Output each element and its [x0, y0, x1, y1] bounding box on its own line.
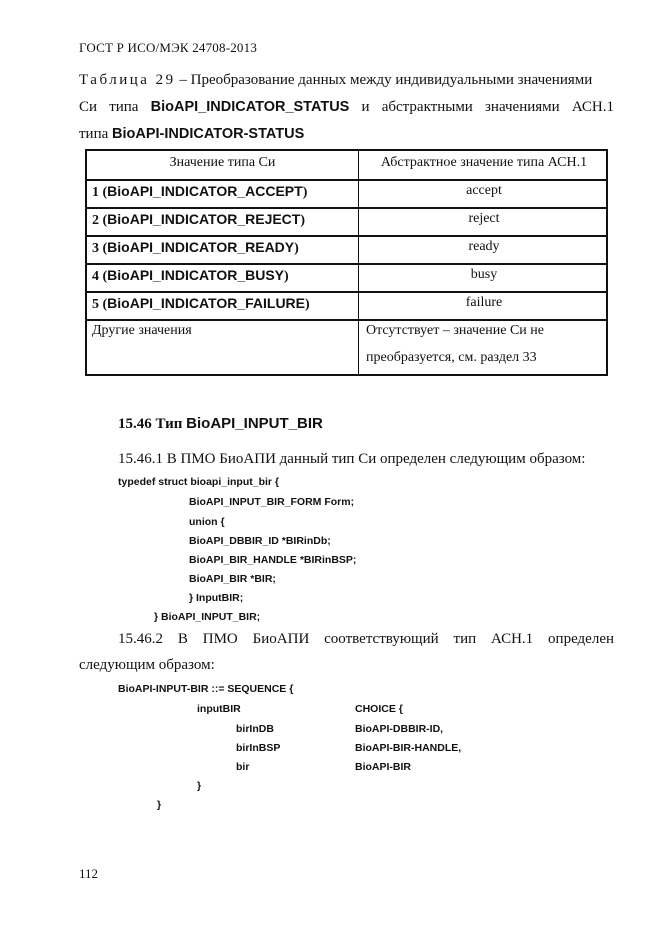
- row-divider: [87, 179, 606, 181]
- table-caption-text-2: Си типа: [79, 99, 139, 115]
- code-line: BioAPI-BIR: [355, 761, 411, 773]
- table-header-c: Значение типа Си: [169, 155, 276, 170]
- code-line: BioAPI_BIR *BIR;: [189, 573, 276, 585]
- table-row: 3 (BioAPI_INDICATOR_READY): [92, 239, 299, 256]
- code-line: inputBIR: [197, 703, 241, 715]
- table-row: 4 (BioAPI_INDICATOR_BUSY): [92, 267, 289, 284]
- mapping-table: [85, 149, 608, 376]
- table-row: 2 (BioAPI_INDICATOR_REJECT): [92, 211, 306, 228]
- table-cell-value: failure: [465, 295, 503, 310]
- table-caption-line-2: [79, 97, 614, 117]
- table-cell-value: reject: [468, 211, 500, 226]
- code-line: } InputBIR;: [189, 592, 244, 604]
- code-line: typedef struct bioapi_input_bir {: [118, 476, 280, 488]
- row-divider: [87, 319, 606, 321]
- code-line: bir: [236, 761, 250, 773]
- row-divider: [87, 235, 606, 237]
- table-cell-other: Другие значения: [92, 323, 192, 338]
- table-row: 1 (BioAPI_INDICATOR_ACCEPT): [92, 183, 308, 200]
- table-row: 5 (BioAPI_INDICATOR_FAILURE): [92, 295, 310, 312]
- code-line: BioAPI_INPUT_BIR_FORM Form;: [189, 496, 355, 508]
- table-cell-value: ready: [468, 239, 500, 254]
- table-caption-prefix: Таблица 29: [79, 72, 176, 88]
- table-caption-text-4: типа: [79, 126, 109, 142]
- table-cell-other-value-2: преобразуется, см. раздел 33: [366, 350, 537, 365]
- table-caption-line-1: [79, 70, 614, 90]
- code-line: }: [157, 799, 162, 811]
- type-name: BioAPI_INDICATOR_STATUS: [150, 99, 350, 115]
- paragraph-c-definition: 15.46.1 В ПМО БиоАПИ данный тип Си определен следующим образом:: [118, 451, 586, 467]
- code-line: BioAPI-INPUT-BIR ::= SEQUENCE {: [118, 683, 294, 695]
- code-line: }: [197, 780, 202, 792]
- paragraph-asn-definition-1: 15.46.2 В ПМО БиоАПИ соответствующий тип АСН.1 определен: [118, 631, 614, 647]
- document-header: ГОСТ Р ИСО/МЭК 24708-2013: [79, 40, 258, 55]
- code-line: union {: [189, 516, 225, 528]
- table-cell-value: accept: [466, 183, 502, 198]
- code-line: BioAPI-BIR-HANDLE,: [355, 742, 462, 754]
- code-line: BioAPI_DBBIR_ID *BIRinDb;: [189, 535, 331, 547]
- table-caption-line-3: [79, 124, 614, 144]
- table-cell-other-value-1: Отсутствует – значение Си не: [366, 323, 544, 338]
- section-heading: 15.46 Тип BioAPI_INPUT_BIR: [118, 415, 323, 432]
- code-line: birInDB: [236, 723, 274, 735]
- row-divider: [87, 207, 606, 209]
- table-caption-text-3: и абстрактными значениями АСН.1: [361, 99, 615, 115]
- table-caption-text: – Преобразование данных между индивидуальными значениями: [175, 72, 593, 88]
- code-line: birInBSP: [236, 742, 281, 754]
- code-line: BioAPI-DBBIR-ID,: [355, 723, 444, 735]
- table-cell-value: busy: [470, 267, 498, 282]
- row-divider: [87, 291, 606, 293]
- asn-type-name: BioAPI-INDICATOR-STATUS: [112, 126, 305, 142]
- row-divider: [87, 263, 606, 265]
- paragraph-asn-definition-2: следующим образом:: [79, 657, 215, 673]
- code-line: BioAPI_BIR_HANDLE *BIRinBSP;: [189, 554, 357, 566]
- code-line: } BioAPI_INPUT_BIR;: [154, 611, 261, 623]
- code-line: CHOICE {: [355, 703, 403, 715]
- page-number: 112: [79, 866, 99, 881]
- table-header-asn: Абстрактное значение типа АСН.1: [380, 155, 588, 170]
